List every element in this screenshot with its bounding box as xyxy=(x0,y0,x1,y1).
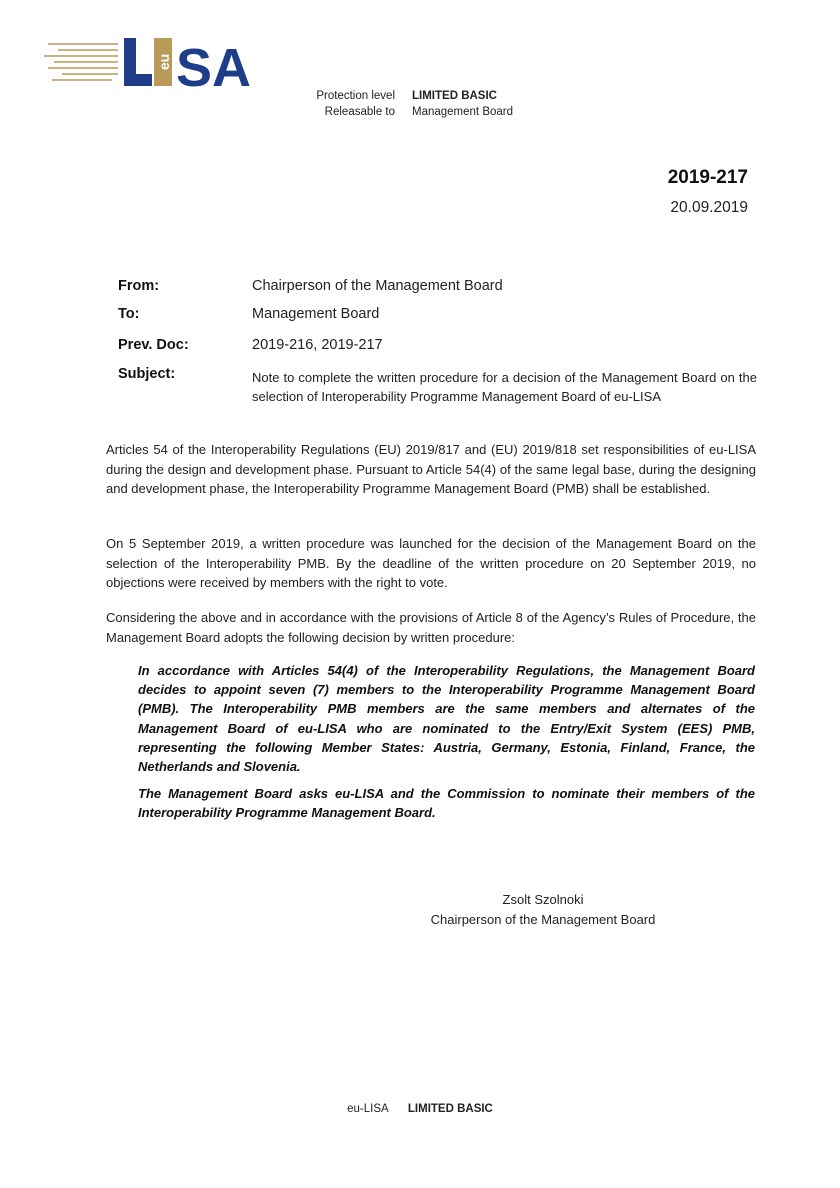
from-label: From: xyxy=(118,278,160,294)
paragraph-2: On 5 September 2019, a written procedure was launched for the decision of the Management Board on the selection of the Interoperability PMB. By the deadline of the written procedure on 20 September 2019, no objections were received by members with the right to vote. xyxy=(106,536,756,591)
subject-value: Note to complete the written procedure for a decision of the Management Board on the selection of Interoperability Programme Management Board of eu-LISA xyxy=(252,370,757,404)
paragraph-3: Considering the above and in accordance with the provisions of Article 8 of the Agency’s Rules of Procedure, the Management Board adopts the following decision by written procedure: xyxy=(106,610,756,645)
protection-level-value: LIMITED BASIC xyxy=(412,90,497,102)
footer-classification: LIMITED BASIC xyxy=(407,1103,493,1115)
subject-label: Subject: xyxy=(118,366,176,382)
protection-level-label: Protection level xyxy=(316,90,395,102)
paragraph-1: Articles 54 of the Interoperability Regulations (EU) 2019/817 and (EU) 2019/818 set responsibilities of eu-LISA during the design and development phase. Pursuant to Article 54(4) of the same legal base, during the designing and development phase, the Interoperability Programme Management Board (PMB) shall be established. xyxy=(106,442,756,497)
decision-paragraph-1: In accordance with Articles 54(4) of the Interoperability Regulations, the Management Board decides to appoint seven (7) members to the Interoperability Programme Management Board (PMB). The Interoperability PMB members are the same members and alternates of the Management Board of eu-LISA who are nominated to the Entry/Exit System (EES) PMB, representing the following Member States: Austria, Germany, Estonia, Finland, France, the Netherlands and Slovenia. xyxy=(138,663,755,775)
logo-l-foot xyxy=(124,74,152,86)
decision-paragraph-2: The Management Board asks eu-LISA and the Commission to nominate their members of the Interoperability Programme Management Board. xyxy=(138,786,755,821)
document-number: 2019-217 xyxy=(667,167,748,188)
signatory-title: Chairperson of the Management Board xyxy=(430,912,656,927)
prev-doc-value: 2019-216, 2019-217 xyxy=(252,337,383,353)
signatory-name: Zsolt Szolnoki xyxy=(502,892,584,907)
logo-speed-lines xyxy=(44,44,118,80)
releasable-to-label: Releasable to xyxy=(324,106,395,118)
logo-sa-text: SA xyxy=(176,38,252,96)
page-footer xyxy=(0,1103,840,1115)
from-value: Chairperson of the Management Board xyxy=(252,278,503,294)
to-value: Management Board xyxy=(252,306,380,322)
footer-org: eu-LISA xyxy=(347,1103,389,1115)
to-label: To: xyxy=(118,306,140,322)
prev-doc-label: Prev. Doc: xyxy=(118,337,189,353)
releasable-to-value: Management Board xyxy=(412,106,514,118)
logo-eu-text: eu xyxy=(156,53,172,71)
eu-lisa-logo xyxy=(42,30,267,96)
document-date: 20.09.2019 xyxy=(670,199,748,216)
